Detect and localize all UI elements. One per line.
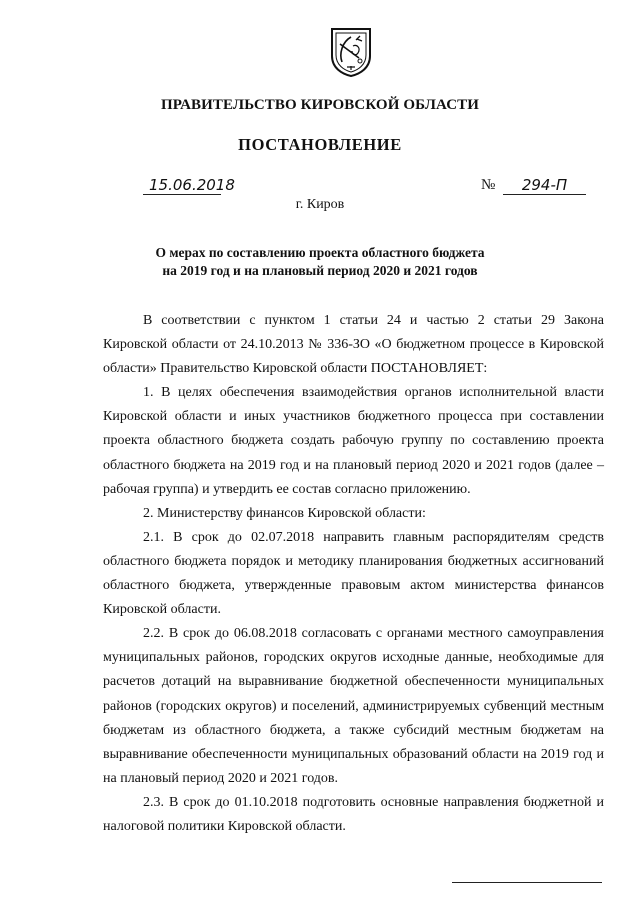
subject-line: О мерах по составлению проекта областного бюджета bbox=[155, 245, 485, 260]
subject-line: на 2019 год и на плановый период 2020 и 2021 годов bbox=[162, 263, 478, 278]
paragraph: 2. Министерству финансов Кировской области: bbox=[143, 505, 426, 521]
paragraph: 2.2. В срок до 06.08.2018 согласовать с органами местного самоуправления муниципальных районов, городских округов исходные данные, необходимые для расчетов дотаций на выравнивание бюджетной обеспеченности муниципальных районов (городских округов) и поселений, администрируемых субвенций местным бюджетам из областного бюджета, а также субсидий местным бюджетам на выравнивание обеспеченности муниципальных образований области на 2019 год и на плановый период 2020 и 2021 годов. bbox=[103, 626, 604, 786]
number-label: № bbox=[481, 177, 496, 193]
city: г. Киров bbox=[295, 197, 345, 212]
document-body bbox=[103, 309, 604, 839]
footer-divider bbox=[452, 882, 602, 883]
document-type: ПОСТАНОВЛЕНИЕ bbox=[238, 135, 402, 154]
paragraph: 2.1. В срок до 02.07.2018 направить главным распорядителям средств областного бюджета порядок и методику планирования бюджетных ассигнований областного бюджета, утвержденные правовым актом министерства финансов Кировской области. bbox=[103, 529, 604, 618]
paragraph: 1. В целях обеспечения взаимодействия органов исполнительной власти Кировской области и иных участников бюджетного процесса при составлении проекта областного бюджета создать рабочую группу по составлению проекта областного бюджета на 2019 год и на плановый период 2020 и 2021 годов (далее – рабочая группа) и утвердить ее состав согласно приложению. bbox=[103, 385, 604, 497]
paragraph: В соответствии с пунктом 1 статьи 24 и частью 2 статьи 29 Закона Кировской области от 24.10.2013 № 336-ЗО «О бюджетном процессе в Кировской области» Правительство Кировской области ПОСТАНОВЛЯЕТ: bbox=[103, 313, 604, 377]
document-subject bbox=[0, 244, 640, 280]
document-date: 15.06.2018 bbox=[143, 176, 221, 195]
organization-name: ПРАВИТЕЛЬСТВО КИРОВСКОЙ ОБЛАСТИ bbox=[161, 97, 479, 113]
paragraph: 2.3. В срок до 01.10.2018 подготовить основные направления бюджетной и налоговой политики Кировской области. bbox=[103, 794, 604, 834]
document-number: 294-П bbox=[503, 176, 586, 195]
kirov-coat-of-arms-icon bbox=[329, 26, 373, 78]
